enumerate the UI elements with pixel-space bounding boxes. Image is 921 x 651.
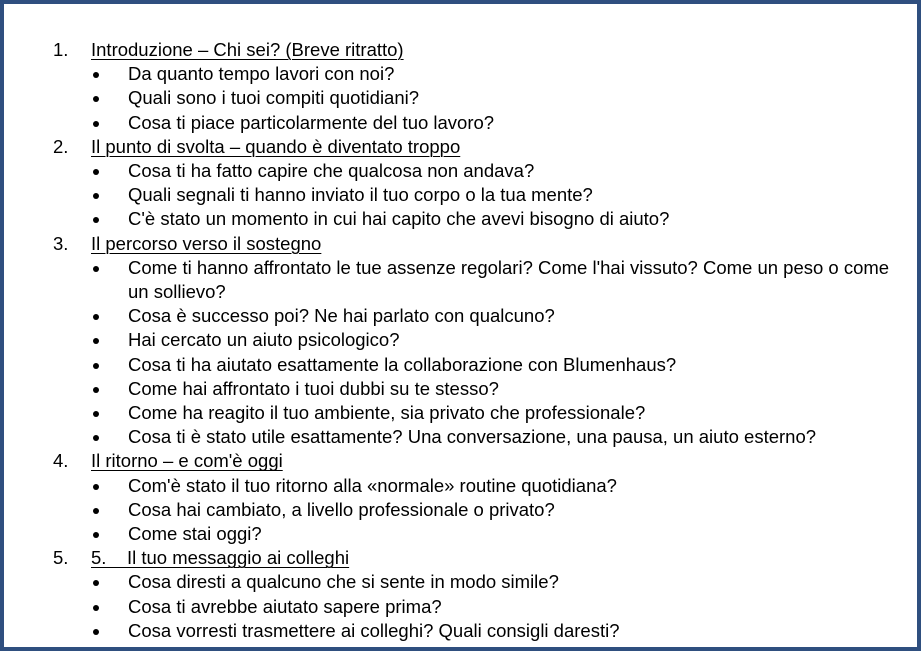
section-3 <box>53 232 905 450</box>
list-item <box>53 425 905 449</box>
section-title: Il ritorno – e com'è oggi <box>91 450 283 472</box>
list-item <box>53 570 905 594</box>
question-text: Cosa hai cambiato, a livello professionale o privato? <box>128 498 555 520</box>
section-number: 4. <box>53 450 69 472</box>
section-heading <box>53 449 905 473</box>
section-heading <box>53 232 905 256</box>
bullet-icon <box>53 328 128 352</box>
bullet-icon <box>53 304 128 328</box>
bullet-icon <box>53 183 128 207</box>
list-item <box>53 86 905 110</box>
list-item <box>53 159 905 183</box>
question-text: Cosa ti è stato utile esattamente? Una conversazione, una pausa, un aiuto esterno? <box>128 426 817 448</box>
section-5 <box>53 546 905 643</box>
bullet-icon <box>53 377 128 401</box>
list-item <box>53 183 905 207</box>
bullet-icon <box>53 595 128 619</box>
bullet-icon <box>53 498 128 522</box>
bullet-icon <box>53 62 128 86</box>
question-text: Da quanto tempo lavori con noi? <box>128 63 395 85</box>
bullet-list <box>53 62 905 135</box>
bullet-icon <box>53 207 128 231</box>
section-title: Introduzione – Chi sei? (Breve ritratto) <box>91 39 404 60</box>
list-item <box>53 304 905 328</box>
question-text: Cosa diresti a qualcuno che si sente in modo simile? <box>128 571 559 593</box>
list-item <box>53 498 905 522</box>
question-text: Cosa vorresti trasmettere ai colleghi? Quali consigli daresti? <box>128 619 620 641</box>
bullet-icon <box>53 401 128 425</box>
bullet-icon <box>53 111 128 135</box>
question-text: Come ha reagito il tuo ambiente, sia privato che professionale? <box>128 402 646 423</box>
bullet-list <box>53 474 905 547</box>
list-item <box>53 619 905 643</box>
section-number: 2. <box>53 135 69 157</box>
bullet-icon <box>53 522 128 546</box>
bullet-icon <box>53 353 128 377</box>
question-text: Cosa è successo poi? Ne hai parlato con qualcuno? <box>128 305 555 327</box>
question-text: Come ti hanno affrontato le tue assenze regolari? Come l'hai vissuto? Come un peso o come un sollievo? <box>128 256 890 302</box>
question-text: Cosa ti piace particolarmente del tuo lavoro? <box>128 111 495 133</box>
section-2 <box>53 135 905 232</box>
question-text: Com'è stato il tuo ritorno alla «normale» routine quotidiana? <box>128 474 617 496</box>
list-item <box>53 111 905 135</box>
section-title: Il percorso verso il sostegno <box>91 232 322 254</box>
bullet-icon <box>53 86 128 110</box>
section-heading <box>53 38 905 62</box>
list-item <box>53 522 905 546</box>
section-4 <box>53 449 905 546</box>
list-item <box>53 377 905 401</box>
bullet-icon <box>53 256 128 280</box>
section-number: 5. <box>53 547 69 569</box>
bullet-list <box>53 159 905 232</box>
list-item <box>53 595 905 619</box>
question-text: Cosa ti ha aiutato esattamente la collaborazione con Blumenhaus? <box>128 353 677 375</box>
bullet-icon <box>53 619 128 643</box>
question-text: Come stai oggi? <box>128 523 262 544</box>
section-title: 5. Il tuo messaggio ai colleghi <box>91 547 350 569</box>
question-text: Cosa ti ha fatto capire che qualcosa non andava? <box>128 159 535 181</box>
list-item <box>53 328 905 352</box>
question-text: Quali segnali ti hanno inviato il tuo corpo o la tua mente? <box>128 184 593 206</box>
section-title: Il punto di svolta – quando è diventato troppo <box>91 135 461 157</box>
list-item <box>53 474 905 498</box>
question-text: Cosa ti avrebbe aiutato sapere prima? <box>128 595 442 617</box>
list-item <box>53 256 905 304</box>
interview-outline <box>53 38 905 643</box>
section-heading <box>53 546 905 570</box>
section-number: 1. <box>53 39 69 60</box>
bullet-icon <box>53 159 128 183</box>
bullet-icon <box>53 474 128 498</box>
bullet-list <box>53 256 905 450</box>
question-text: C'è stato un momento in cui hai capito che avevi bisogno di aiuto? <box>128 208 670 230</box>
question-text: Come hai affrontato i tuoi dubbi su te stesso? <box>128 377 499 399</box>
section-1 <box>53 38 905 135</box>
section-heading <box>53 135 905 159</box>
question-text: Hai cercato un aiuto psicologico? <box>128 329 400 351</box>
bullet-list <box>53 570 905 643</box>
list-item <box>53 62 905 86</box>
list-item <box>53 353 905 377</box>
bullet-icon <box>53 570 128 594</box>
question-text: Quali sono i tuoi compiti quotidiani? <box>128 87 420 109</box>
list-item <box>53 207 905 231</box>
bullet-icon <box>53 425 128 449</box>
section-number: 3. <box>53 232 69 254</box>
list-item <box>53 401 905 425</box>
